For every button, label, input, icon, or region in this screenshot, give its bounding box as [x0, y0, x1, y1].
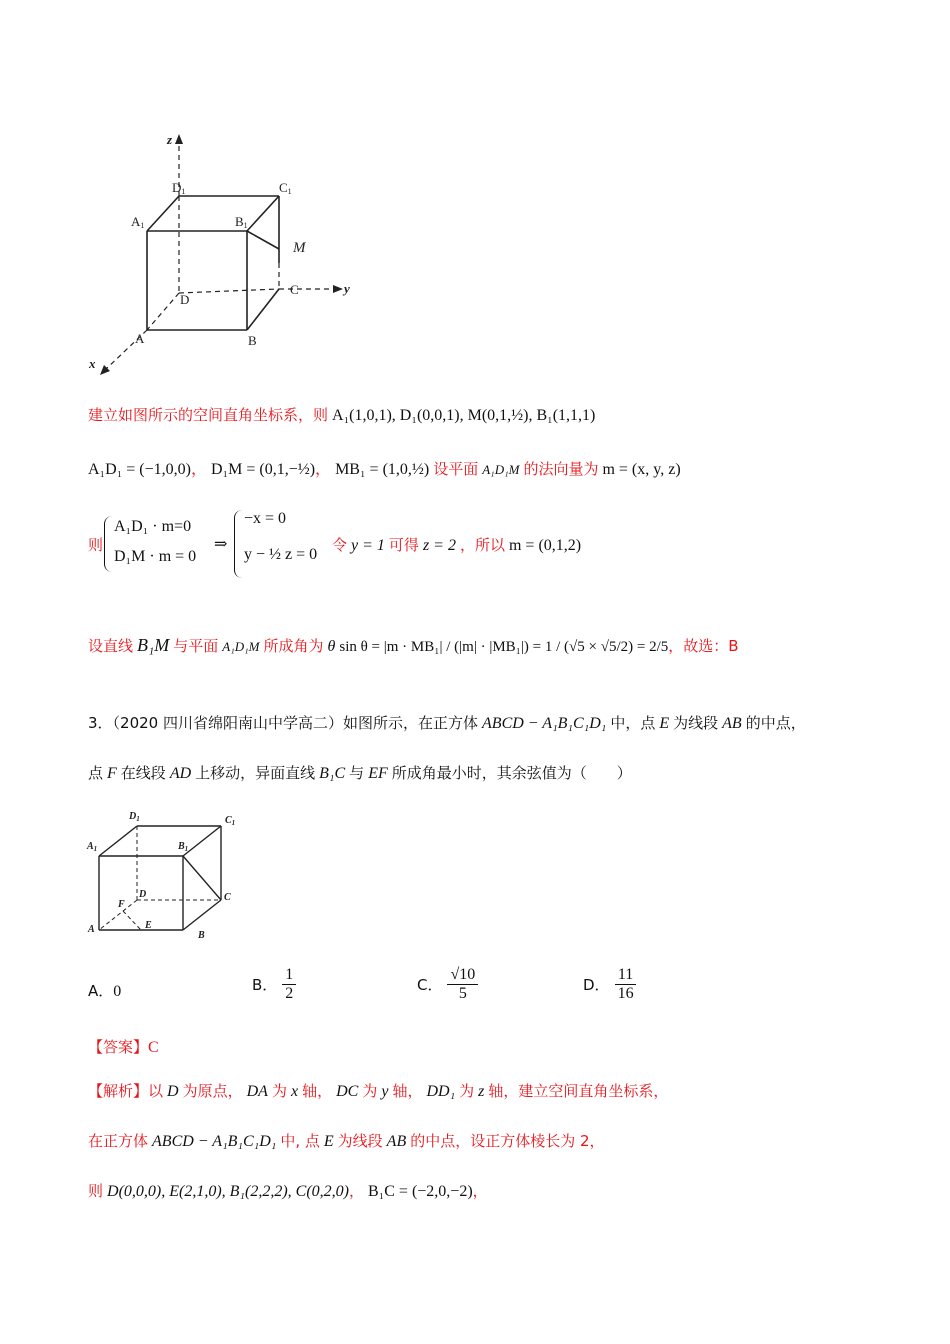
- solution-conclusion: [332, 534, 581, 555]
- vector-A1D1: A₁D₁ = (−1,0,0): [88, 461, 191, 478]
- option-numerator: 1: [282, 966, 296, 985]
- question-3-line-1: [88, 712, 806, 735]
- solution-text: 所成角为: [263, 637, 324, 655]
- point-E: E: [659, 715, 670, 732]
- system-2-eq-1: −x = 0: [244, 510, 287, 527]
- math-DC: DC: [336, 1083, 359, 1100]
- label-B1: $B_1$: [178, 841, 189, 853]
- solution-text: 的法向量为: [523, 460, 599, 478]
- question-text: 所成角最小时，其余弦值为（ ）: [391, 764, 632, 782]
- solution-text: 设平面: [433, 460, 479, 478]
- label-A1: A1: [131, 214, 145, 230]
- implies-arrow: ⇒: [214, 536, 228, 553]
- label-D: D: [180, 292, 190, 307]
- option-denominator: 5: [458, 985, 467, 1002]
- vector-B1C: B₁C = (−2,0,−2): [368, 1183, 473, 1200]
- plane-name: A₁D₁M: [222, 639, 260, 654]
- z-axis-label: z: [167, 132, 173, 147]
- analysis-line-1: [88, 1080, 668, 1103]
- normal-vector-result: m = (0,1,2): [508, 537, 582, 554]
- plane-name: A₁D₁M: [482, 462, 520, 477]
- separator: ，: [190, 461, 207, 478]
- solution-line-4: [88, 634, 739, 658]
- label-E: E: [145, 920, 152, 931]
- label-D1: $D_1$: [129, 811, 140, 823]
- point-coordinates: D(0,0,0), E(2,1,0), B₁(2,2,2), C(0,2,0): [107, 1183, 349, 1200]
- analysis-text: 的中点，设正方体棱长为 2，: [410, 1132, 605, 1150]
- option-label: B．: [252, 976, 278, 994]
- analysis-text: 为原点，: [182, 1082, 243, 1100]
- analysis-text: 轴，: [302, 1082, 333, 1100]
- line-EF: EF: [368, 765, 388, 782]
- y-axis-label: y: [344, 281, 350, 296]
- solution-line-1: [88, 404, 595, 427]
- analysis-label: 【解析】: [88, 1082, 149, 1100]
- label-F: F: [118, 899, 125, 910]
- angle-theta: θ: [327, 638, 336, 655]
- cube-name: ABCD − A₁B₁C₁D₁: [152, 1133, 277, 1150]
- option-numerator: √10: [447, 966, 478, 985]
- analysis-text: 轴，建立空间直角坐标系，: [488, 1082, 669, 1100]
- answer-label: 【答案】: [88, 1038, 149, 1056]
- math-x: x: [290, 1083, 299, 1100]
- normal-vector: m = (x, y, z): [602, 461, 681, 478]
- segment-AB: AB: [722, 715, 742, 732]
- question-text: 中，点: [610, 714, 656, 732]
- question-source: （2020 四川省绵阳南山中学高二）: [112, 714, 343, 732]
- analysis-text: 在正方体: [88, 1132, 149, 1150]
- question-text: 的中点，: [745, 714, 806, 732]
- solution-text: 则: [88, 536, 104, 554]
- question-text: 为线段: [673, 714, 719, 732]
- math-z2: z = 2: [422, 537, 456, 554]
- x-axis-label: x: [89, 356, 96, 371]
- analysis-text: 中, 点: [280, 1132, 320, 1150]
- question-text: 与: [349, 764, 365, 782]
- question-number: 3．: [88, 714, 113, 732]
- vector-D1M: D₁M = (0,1,−½): [210, 461, 316, 478]
- label-C: C: [290, 282, 299, 297]
- analysis-text: 为: [459, 1082, 475, 1100]
- system-2-eq-2: y − ½ z = 0: [244, 546, 318, 563]
- label-A1: $A_1$: [87, 841, 98, 853]
- vector-MB1: MB₁ = (1,0,½): [335, 461, 430, 478]
- math-D: D: [167, 1083, 179, 1100]
- label-C1: C1: [279, 180, 292, 196]
- separator: ，: [348, 1182, 364, 1200]
- option-label: C．: [417, 976, 443, 994]
- math-y: y: [381, 1083, 389, 1100]
- question-text: 在线段: [120, 764, 166, 782]
- analysis-line-2: [88, 1130, 605, 1153]
- solution-text: 设直线: [88, 637, 134, 655]
- separator: ，: [472, 1182, 488, 1200]
- question-3-line-2: [88, 762, 632, 785]
- option-denominator: 2: [285, 985, 294, 1002]
- math-z: z: [478, 1083, 485, 1100]
- solution-text: 建立如图所示的空间直角坐标系，则: [88, 406, 329, 424]
- label-B: B: [248, 333, 257, 348]
- separator: ，: [315, 461, 332, 478]
- label-M: M: [293, 240, 306, 256]
- solution-text: 令: [332, 536, 348, 554]
- solution-text: ，所以: [459, 536, 505, 554]
- question-text: 如图所示，在正方体: [343, 714, 479, 732]
- option-label: A．: [88, 982, 114, 1000]
- system-1-eq-1: A₁D₁ · m=0: [114, 518, 192, 535]
- solution-text: 与平面: [173, 637, 219, 655]
- analysis-text: 则: [88, 1182, 104, 1200]
- line-B1M: B₁M: [137, 635, 170, 655]
- label-A: A: [88, 924, 95, 935]
- option-A[interactable]: [88, 980, 121, 1001]
- point-F: F: [107, 765, 117, 782]
- math-y1: y = 1: [351, 537, 385, 554]
- label-D1: D1: [172, 180, 186, 196]
- math-DD1: DD₁: [426, 1083, 456, 1100]
- cube-name: ABCD − A₁B₁C₁D₁: [482, 715, 607, 732]
- solution-line-2: [88, 458, 681, 481]
- analysis-text: 为: [271, 1082, 287, 1100]
- analysis-line-3: [88, 1180, 488, 1203]
- point-E: E: [323, 1133, 334, 1150]
- answer-value: C: [148, 1039, 159, 1056]
- label-B: B: [198, 930, 205, 941]
- cube-figure-2: [85, 808, 250, 943]
- brace-right: [234, 510, 243, 578]
- option-C[interactable]: [417, 966, 479, 1003]
- solution-text: 可得: [388, 536, 419, 554]
- option-label: D．: [583, 976, 610, 994]
- line-B1C: B₁C: [319, 765, 346, 782]
- option-denominator: 16: [617, 985, 634, 1002]
- analysis-text: 为: [362, 1082, 378, 1100]
- answer-choice: ，故选：B: [668, 637, 739, 655]
- label-C: C: [224, 892, 231, 903]
- option-numerator: 11: [615, 966, 636, 985]
- option-B[interactable]: [252, 966, 297, 1003]
- label-B1: B1: [235, 214, 248, 230]
- question-text: 上移动，异面直线: [195, 764, 316, 782]
- answer-line: [88, 1036, 159, 1059]
- label-A: A: [135, 331, 145, 346]
- label-C1: $C_1$: [225, 815, 236, 827]
- analysis-text: 为线段: [337, 1132, 383, 1150]
- analysis-text: 轴，: [392, 1082, 423, 1100]
- math-DA: DA: [246, 1083, 268, 1100]
- segment-AB: AB: [386, 1133, 407, 1150]
- label-D: D: [139, 889, 147, 900]
- sine-formula: sin θ = |m · MB₁| / (|m| · |MB₁|) = 1 / (√5 × √5/2) = 2/5: [339, 639, 669, 655]
- coordinates: A₁(1,0,1), D₁(0,0,1), M(0,1,½), B₁(1,1,1): [332, 407, 596, 424]
- brace-left: [104, 516, 113, 572]
- cube-figure-1: [85, 128, 375, 380]
- question-text: 点: [88, 764, 104, 782]
- option-value: 0: [113, 983, 122, 1000]
- option-D[interactable]: [583, 966, 638, 1003]
- segment-AD: AD: [169, 765, 192, 782]
- analysis-text: 以: [148, 1082, 164, 1100]
- system-1-eq-2: D₁M · m = 0: [114, 548, 197, 565]
